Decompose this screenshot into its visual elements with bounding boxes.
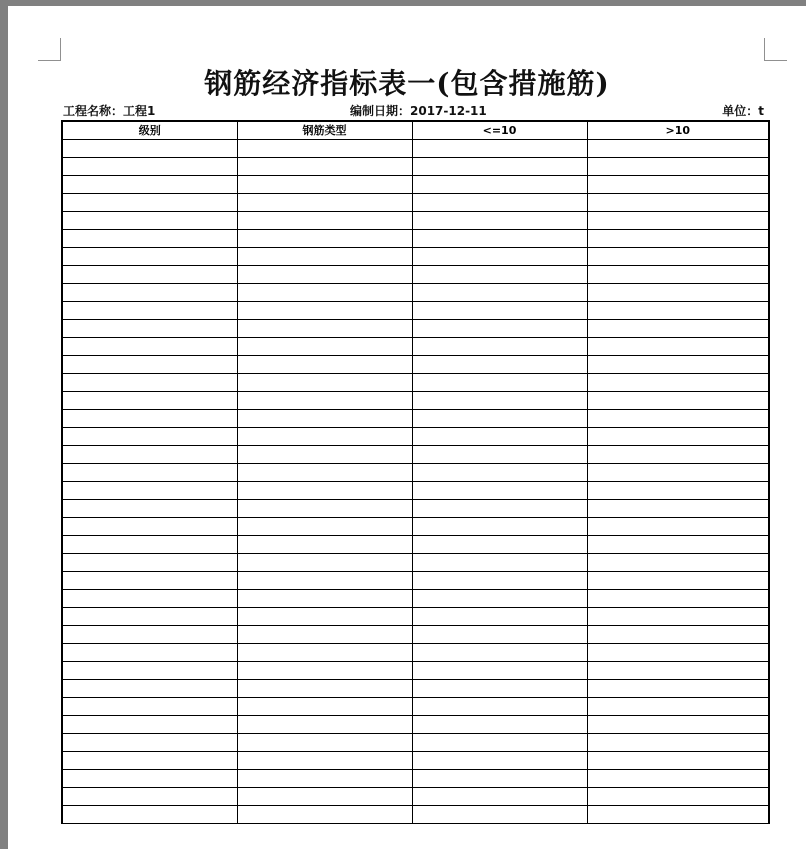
table-cell <box>412 482 587 500</box>
table-cell <box>237 356 412 374</box>
table-row <box>62 176 769 194</box>
table-cell <box>412 410 587 428</box>
table-cell <box>412 590 587 608</box>
table-cell <box>62 482 237 500</box>
table-cell <box>412 176 587 194</box>
table-cell <box>62 338 237 356</box>
table-row <box>62 536 769 554</box>
table-cell <box>62 806 237 824</box>
table-cell <box>587 680 769 698</box>
table-cell <box>587 338 769 356</box>
table-cell <box>412 266 587 284</box>
table-cell <box>412 158 587 176</box>
unit-label: 单位：t <box>722 104 764 118</box>
table-cell <box>587 572 769 590</box>
table-row <box>62 392 769 410</box>
table-cell <box>587 662 769 680</box>
table-cell <box>412 500 587 518</box>
table-cell <box>587 644 769 662</box>
table-cell <box>587 392 769 410</box>
table-cell <box>587 806 769 824</box>
table-cell <box>237 338 412 356</box>
table-cell <box>237 770 412 788</box>
table-cell <box>237 572 412 590</box>
table-cell <box>412 554 587 572</box>
table-cell <box>412 248 587 266</box>
table-cell <box>587 410 769 428</box>
table-row <box>62 734 769 752</box>
table-cell <box>62 140 237 158</box>
table-cell <box>587 194 769 212</box>
table-cell <box>62 770 237 788</box>
table-cell <box>237 788 412 806</box>
table-cell <box>62 212 237 230</box>
table-row <box>62 680 769 698</box>
table-cell <box>412 464 587 482</box>
table-cell <box>587 356 769 374</box>
table-cell <box>412 302 587 320</box>
compile-date: 编制日期：2017-12-11 <box>350 104 487 118</box>
table-row <box>62 716 769 734</box>
column-header-diameter-le-10: <=10 <box>412 121 587 140</box>
table-row <box>62 284 769 302</box>
table-row <box>62 644 769 662</box>
table-cell <box>237 410 412 428</box>
table-cell <box>237 248 412 266</box>
table-cell <box>412 356 587 374</box>
project-name: 工程名称：工程1 <box>63 104 156 118</box>
table-cell <box>62 356 237 374</box>
table-cell <box>412 626 587 644</box>
table-cell <box>62 608 237 626</box>
table-cell <box>237 140 412 158</box>
table-cell <box>587 698 769 716</box>
table-cell <box>62 572 237 590</box>
table-cell <box>237 644 412 662</box>
table-cell <box>62 302 237 320</box>
table-cell <box>412 788 587 806</box>
table-row <box>62 212 769 230</box>
table-row <box>62 752 769 770</box>
table-row <box>62 554 769 572</box>
table-row <box>62 464 769 482</box>
table-cell <box>412 518 587 536</box>
table-row <box>62 698 769 716</box>
table-cell <box>237 680 412 698</box>
table-cell <box>237 212 412 230</box>
table-cell <box>237 194 412 212</box>
table-cell <box>237 392 412 410</box>
table-cell <box>587 500 769 518</box>
table-cell <box>237 374 412 392</box>
table-cell <box>62 554 237 572</box>
table-cell <box>62 752 237 770</box>
table-cell <box>587 716 769 734</box>
table-row <box>62 374 769 392</box>
table-cell <box>587 428 769 446</box>
table-cell <box>412 662 587 680</box>
table-cell <box>237 266 412 284</box>
table-cell <box>412 572 587 590</box>
table-cell <box>62 176 237 194</box>
table-cell <box>587 320 769 338</box>
table-cell <box>62 662 237 680</box>
table-cell <box>587 464 769 482</box>
table-cell <box>587 482 769 500</box>
table-cell <box>412 338 587 356</box>
table-cell <box>587 446 769 464</box>
table-cell <box>62 680 237 698</box>
table-cell <box>237 608 412 626</box>
table-cell <box>237 698 412 716</box>
table-cell <box>587 590 769 608</box>
table-cell <box>412 698 587 716</box>
table-cell <box>587 158 769 176</box>
table-cell <box>237 554 412 572</box>
table-cell <box>237 716 412 734</box>
table-cell <box>62 446 237 464</box>
table-row <box>62 500 769 518</box>
table-cell <box>62 734 237 752</box>
table-cell <box>412 194 587 212</box>
table-cell <box>412 284 587 302</box>
table-cell <box>62 374 237 392</box>
column-header-grade: 级别 <box>62 121 237 140</box>
table-cell <box>62 698 237 716</box>
table-cell <box>587 212 769 230</box>
table-cell <box>237 806 412 824</box>
table-cell <box>587 284 769 302</box>
table-cell <box>412 680 587 698</box>
table-row <box>62 608 769 626</box>
table-cell <box>412 644 587 662</box>
table-cell <box>412 212 587 230</box>
table-row <box>62 518 769 536</box>
table-cell <box>587 140 769 158</box>
table-cell <box>587 230 769 248</box>
document-page <box>8 6 806 849</box>
rebar-index-table <box>61 120 770 824</box>
table-cell <box>237 734 412 752</box>
table-row <box>62 194 769 212</box>
table-cell <box>62 284 237 302</box>
table-cell <box>62 266 237 284</box>
table-cell <box>412 428 587 446</box>
table-cell <box>237 176 412 194</box>
table-cell <box>237 230 412 248</box>
table-cell <box>587 536 769 554</box>
table-body <box>62 140 769 824</box>
table-cell <box>412 446 587 464</box>
table-cell <box>237 500 412 518</box>
table-cell <box>412 230 587 248</box>
column-header-diameter-gt-10: >10 <box>587 121 769 140</box>
table-cell <box>237 518 412 536</box>
table-cell <box>237 626 412 644</box>
table-header-row <box>62 121 769 140</box>
table-cell <box>412 536 587 554</box>
table-cell <box>237 536 412 554</box>
table-row <box>62 590 769 608</box>
table-row <box>62 266 769 284</box>
table-cell <box>62 590 237 608</box>
table-cell <box>237 752 412 770</box>
margin-corner-top-right <box>764 38 787 61</box>
table-row <box>62 428 769 446</box>
table-row <box>62 482 769 500</box>
table-row <box>62 806 769 824</box>
table-cell <box>587 176 769 194</box>
table-cell <box>237 482 412 500</box>
table-cell <box>62 320 237 338</box>
table-row <box>62 572 769 590</box>
margin-corner-top-left <box>38 38 61 61</box>
table-cell <box>412 140 587 158</box>
table-cell <box>587 734 769 752</box>
table-cell <box>62 500 237 518</box>
table-cell <box>62 788 237 806</box>
table-cell <box>237 302 412 320</box>
table-cell <box>62 248 237 266</box>
table-cell <box>62 428 237 446</box>
table-cell <box>587 770 769 788</box>
table-cell <box>587 626 769 644</box>
table-row <box>62 302 769 320</box>
table-row <box>62 356 769 374</box>
table-cell <box>62 644 237 662</box>
table-cell <box>587 788 769 806</box>
table-cell <box>412 734 587 752</box>
table-cell <box>412 608 587 626</box>
table-cell <box>237 464 412 482</box>
table-cell <box>62 194 237 212</box>
table-cell <box>587 266 769 284</box>
table-row <box>62 626 769 644</box>
table-cell <box>587 608 769 626</box>
table-cell <box>62 518 237 536</box>
table-row <box>62 410 769 428</box>
table-row <box>62 158 769 176</box>
table-cell <box>62 410 237 428</box>
table-row <box>62 230 769 248</box>
table-row <box>62 770 769 788</box>
table-row <box>62 788 769 806</box>
table-cell <box>587 248 769 266</box>
table-row <box>62 662 769 680</box>
table-cell <box>412 374 587 392</box>
table-cell <box>412 716 587 734</box>
table-cell <box>587 518 769 536</box>
table-cell <box>412 392 587 410</box>
page-title: 钢筋经济指标表一(包含措施筋) <box>204 67 610 100</box>
table-cell <box>62 158 237 176</box>
table-cell <box>237 590 412 608</box>
table-cell <box>62 536 237 554</box>
table-row <box>62 338 769 356</box>
table-cell <box>62 716 237 734</box>
table-cell <box>412 806 587 824</box>
table-row <box>62 320 769 338</box>
table-cell <box>62 464 237 482</box>
table-cell <box>62 230 237 248</box>
table-cell <box>237 446 412 464</box>
table-cell <box>587 554 769 572</box>
table-row <box>62 140 769 158</box>
table-cell <box>62 626 237 644</box>
table-cell <box>62 392 237 410</box>
table-cell <box>412 752 587 770</box>
table-cell <box>237 320 412 338</box>
table-row <box>62 248 769 266</box>
table-cell <box>587 302 769 320</box>
table-cell <box>237 428 412 446</box>
table-cell <box>237 284 412 302</box>
table-cell <box>412 770 587 788</box>
column-header-rebar-type: 钢筋类型 <box>237 121 412 140</box>
table-row <box>62 446 769 464</box>
table-cell <box>237 158 412 176</box>
table-cell <box>587 374 769 392</box>
table-cell <box>587 752 769 770</box>
table-cell <box>237 662 412 680</box>
table-cell <box>412 320 587 338</box>
